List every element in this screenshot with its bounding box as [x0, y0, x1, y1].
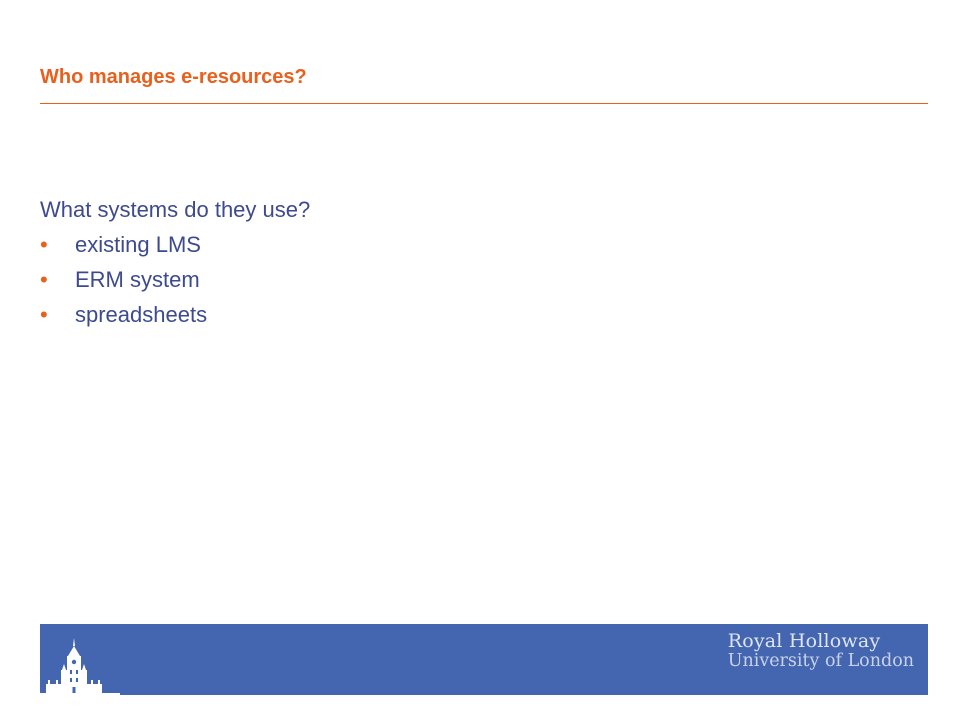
logo-line-1: Royal Holloway [727, 630, 881, 652]
list-item-text: existing LMS [75, 232, 201, 257]
bullet-dot: • [40, 267, 48, 292]
bullet-dot: • [40, 302, 48, 327]
list-item [40, 297, 900, 332]
list-item [40, 262, 900, 297]
institution-logo [728, 631, 914, 671]
slide-body [40, 192, 900, 332]
logo-line-2: University of London [727, 651, 914, 671]
list-item [40, 227, 900, 262]
intro-text: What systems do they use? [40, 197, 311, 222]
footer-band [40, 624, 928, 695]
list-item-text: spreadsheets [75, 302, 208, 327]
bullet-dot: • [40, 232, 48, 257]
list-item-text: ERM system [75, 267, 200, 292]
bullet-list [40, 227, 900, 332]
title-divider [40, 103, 928, 104]
slide-title: Who manages e-resources? [40, 66, 307, 88]
building-tower-icon [40, 624, 120, 695]
